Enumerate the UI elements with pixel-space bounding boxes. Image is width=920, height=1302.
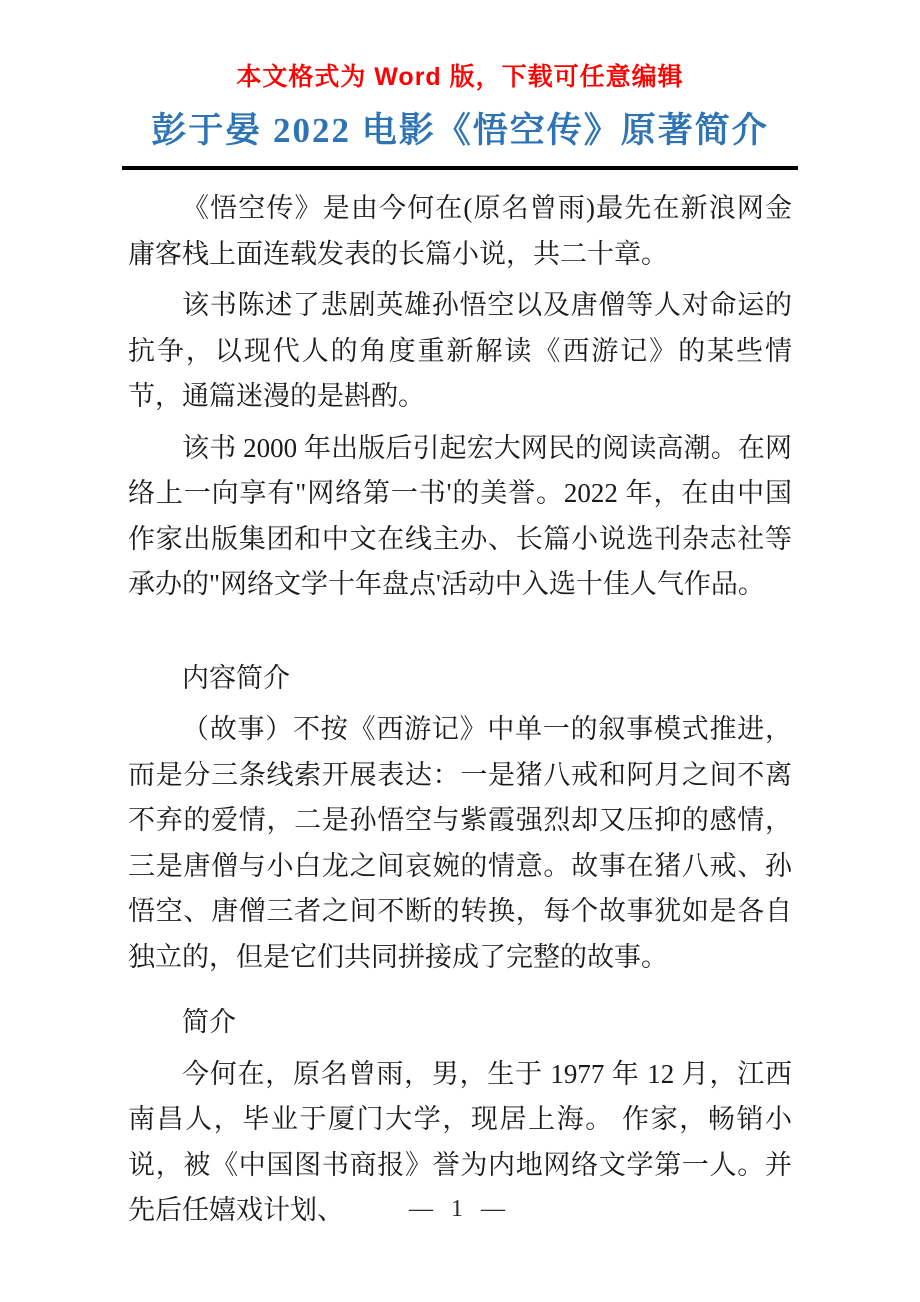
format-notice: 本文格式为 Word 版，下载可任意编辑 (236, 63, 684, 91)
page-number: — 1 — (409, 1196, 511, 1222)
paragraph-intro: 《悟空传》是由今何在(原名曾雨)最先在新浪网金庸客栈上面连载发表的长篇小说，共二十章。 (128, 193, 792, 269)
document-header (0, 0, 920, 170)
paragraph-publication: 该书 2000 年出版后引起宏大网民的阅读高潮。在网络上一向享有"网络第一书'的美誉。2022 年，在由中国作家出版集团和中文在线主办、长篇小说选刊杂志社等承办的"网络文学十年盘点'活动中入选十佳人气作品。 (128, 432, 792, 599)
section-heading-author-intro: 简介 (182, 1007, 236, 1037)
paragraph-theme: 该书陈述了悲剧英雄孙悟空以及唐僧等人对命运的抗争，以现代人的角度重新解读《西游记》的某些情节，通篇迷漫的是斟酌。 (128, 290, 792, 411)
section-heading-content-intro: 内容简介 (182, 662, 290, 693)
page-title: 彭于晏 2022 电影《悟空传》原著简介 (151, 111, 769, 150)
document-body (0, 170, 920, 1234)
paragraph-story-structure: （故事）不按《西游记》中单一的叙事模式推进，而是分三条线索开展表达：一是猪八戒和阿月之间不离不弃的爱情，二是孙悟空与紫霞强烈却又压抑的感情，三是唐僧与小白龙之间哀婉的情意。故事在猪八戒、孙悟空、唐僧三者之间不断的转换，每个故事犹如是各自独立的，但是它们共同拼接成了完整的故事。 (128, 714, 792, 972)
paragraph-author-bio: 今何在，原名曾雨，男，生于 1977 年 12 月，江西南昌人，毕业于厦门大学，现居上海。 作家，畅销小说，被《中国图书商报》誉为内地网络文学第一人。并先后任嬉戏计划、 (128, 1058, 792, 1225)
